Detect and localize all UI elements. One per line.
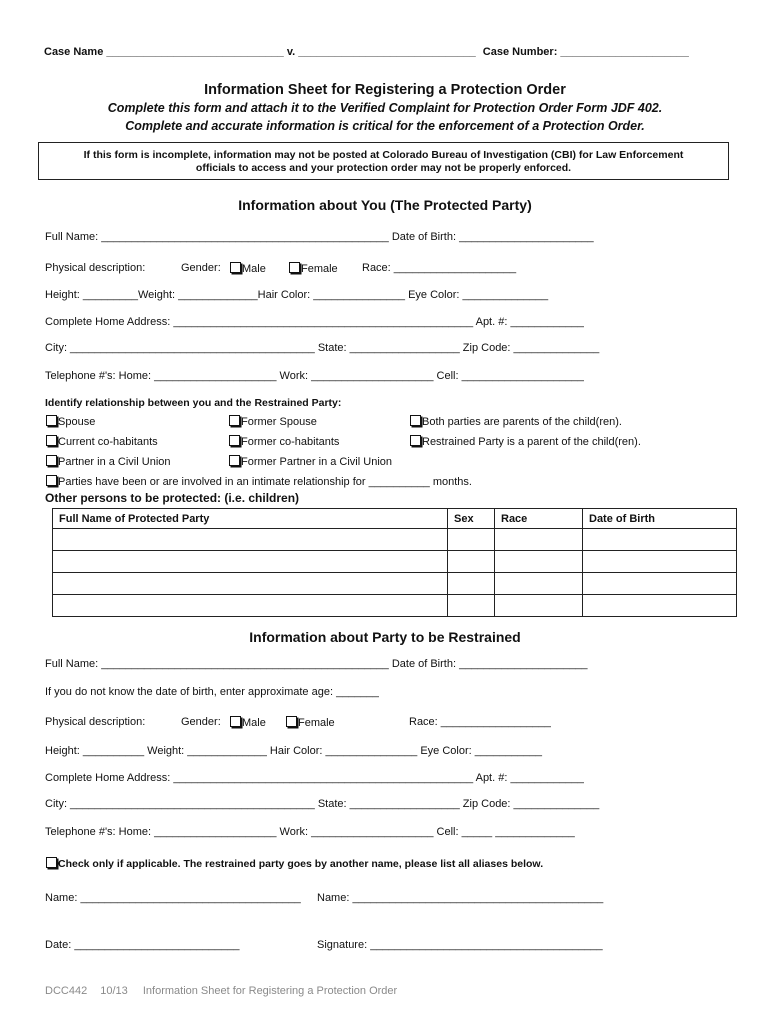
protected-full-name-field[interactable]: Full Name: _______________________________________________ Date of Birth: ______________________ [45,231,594,243]
case-header [44,46,689,58]
rel-cohab-label: Current co-habitants [58,436,158,448]
rel-former-civil-union-option[interactable] [229,455,392,468]
restrained-female-option[interactable] [286,716,335,729]
rel-former-cohab-option[interactable] [229,435,339,448]
cell-race[interactable] [495,573,583,595]
restrained-gender-label: Gender: [181,716,221,728]
page-title: Information Sheet for Registering a Protection Order [204,82,566,98]
restrained-male-option[interactable] [230,716,266,729]
protected-race-field[interactable]: Race: ____________________ [362,262,517,274]
case-number-field[interactable]: _____________________ [560,46,689,58]
case-number-label: Case Number: [482,46,558,58]
cell-sex[interactable] [448,551,495,573]
alias-name-field-2[interactable]: Name: _________________________________________ [317,892,604,904]
signature-field[interactable]: Signature: ______________________________________ [317,939,603,951]
rel-former-civil-union-label: Former Partner in a Civil Union [241,456,392,468]
rel-spouse-label: Spouse [58,416,96,428]
footer-date: 10/13 [100,985,128,997]
table-row [53,529,737,551]
checkbox-icon[interactable] [230,262,241,273]
checkbox-icon[interactable] [46,455,57,466]
rel-civil-union-label: Partner in a Civil Union [58,456,171,468]
versus-field[interactable]: _____________________________ [298,46,476,58]
protected-female-option[interactable] [289,262,338,275]
checkbox-icon[interactable] [410,415,421,426]
rel-civil-union-option[interactable] [46,455,171,468]
checkbox-icon[interactable] [46,415,57,426]
col-header-race: Race [495,509,583,529]
cell-sex[interactable] [448,595,495,617]
protected-female-label: Female [301,263,338,275]
versus-label: v. [286,46,296,58]
restrained-physical-label: Physical description: [45,716,146,728]
notice-line-2: officials to access and your protection order may not be properly enforced. [195,162,572,174]
footer [45,985,397,997]
protected-male-option[interactable] [230,262,266,275]
restrained-city-state-zip-field[interactable]: City: ________________________________________ State: __________________ Zip Code: ______________ [45,798,600,810]
cell-dob[interactable] [583,551,737,573]
cell-full-name[interactable] [53,529,448,551]
table-row [53,595,737,617]
cell-full-name[interactable] [53,573,448,595]
rel-former-spouse-option[interactable] [229,415,317,428]
restrained-height-weight-hair-eye-field[interactable]: Height: __________ Weight: _____________ Hair Color: _______________ Eye Color: ___________ [45,745,543,757]
table-row [53,573,737,595]
cell-full-name[interactable] [53,551,448,573]
cell-dob[interactable] [583,573,737,595]
checkbox-icon[interactable] [229,415,240,426]
checkbox-icon[interactable] [46,857,57,868]
rel-former-cohab-label: Former co-habitants [241,436,340,448]
protected-city-state-zip-field[interactable]: City: ________________________________________ State: __________________ Zip Code: ______________ [45,342,600,354]
rel-intimate-label: Parties have been or are involved in an intimate relationship for __________ months. [58,476,472,488]
protected-telephone-field[interactable]: Telephone #'s: Home: ____________________ Work: ____________________ Cell: ____________________ [45,370,584,382]
checkbox-icon[interactable] [229,435,240,446]
rel-spouse-option[interactable] [46,415,95,428]
cbi-notice-box [38,142,729,180]
checkbox-icon[interactable] [230,716,241,727]
restrained-male-label: Male [242,717,266,729]
cell-dob[interactable] [583,529,737,551]
restrained-telephone-field[interactable]: Telephone #'s: Home: ____________________ Work: ____________________ Cell: _____ _____________ [45,826,575,838]
restrained-female-label: Female [298,717,335,729]
col-header-dob: Date of Birth [583,509,737,529]
restrained-party-heading: Information about Party to be Restrained [249,629,521,645]
case-name-label: Case Name [44,46,104,58]
protected-physical-label: Physical description: [45,262,146,274]
checkbox-icon[interactable] [229,455,240,466]
subtitle-line-1: Complete this form and attach it to the Verified Complaint for Protection Order Form JDF 402. [107,101,663,115]
rel-both-parents-option[interactable] [410,415,622,428]
restrained-address-field[interactable]: Complete Home Address: _________________________________________________ Apt. #: ____________ [45,772,584,784]
rel-cohab-option[interactable] [46,435,158,448]
protected-gender-label: Gender: [181,262,221,274]
alias-check-option[interactable] [46,857,543,870]
checkbox-icon[interactable] [410,435,421,446]
rel-both-parents-label: Both parties are parents of the child(ren). [422,416,622,428]
rel-former-spouse-label: Former Spouse [241,416,317,428]
cell-race[interactable] [495,595,583,617]
cell-race[interactable] [495,551,583,573]
other-persons-label: Other persons to be protected: (i.e. children) [45,491,300,505]
cell-sex[interactable] [448,573,495,595]
cell-race[interactable] [495,529,583,551]
checkbox-icon[interactable] [289,262,300,273]
notice-line-1: If this form is incomplete, information may not be posted at Colorado Bureau of Investigation (CBI) for Law Enforcement [83,149,684,161]
relationship-label: Identify relationship between you and the Restrained Party: [45,397,342,409]
alias-name-field-1[interactable]: Name: ____________________________________ [45,892,301,904]
footer-title: Information Sheet for Registering a Protection Order [142,985,398,997]
footer-form-code: DCC442 [45,985,88,997]
restrained-approx-age-field[interactable]: If you do not know the date of birth, enter approximate age: _______ [45,686,379,698]
case-name-field[interactable]: _____________________________ [106,46,284,58]
date-field[interactable]: Date: ___________________________ [45,939,240,951]
checkbox-icon[interactable] [286,716,297,727]
protected-party-heading: Information about You (The Protected Party) [238,197,532,213]
restrained-full-name-field[interactable]: Full Name: _______________________________________________ Date of Birth: _____________________ [45,658,588,670]
table-row [53,551,737,573]
cell-sex[interactable] [448,529,495,551]
protected-height-weight-hair-eye-field[interactable]: Height: _________Weight: _____________Hair Color: _______________ Eye Color: ______________ [45,289,549,301]
col-header-sex: Sex [448,509,495,529]
rel-restrained-parent-label: Restrained Party is a parent of the child(ren). [422,436,641,448]
rel-intimate-option[interactable] [46,475,472,488]
protected-address-field[interactable]: Complete Home Address: _________________________________________________ Apt. #: ____________ [45,316,584,328]
alias-check-label: Check only if applicable. The restrained party goes by another name, please list all aliases below. [58,858,544,870]
subtitle-line-2: Complete and accurate information is critical for the enforcement of a Protection Order. [125,119,645,133]
checkbox-icon[interactable] [46,475,57,486]
rel-restrained-parent-option[interactable] [410,435,641,448]
checkbox-icon[interactable] [46,435,57,446]
restrained-race-field[interactable]: Race: __________________ [409,716,551,728]
table-header-row [53,509,737,529]
cell-full-name[interactable] [53,595,448,617]
protected-male-label: Male [242,263,266,275]
cell-dob[interactable] [583,595,737,617]
col-header-full-name: Full Name of Protected Party [53,509,448,529]
protected-persons-table [52,508,737,617]
